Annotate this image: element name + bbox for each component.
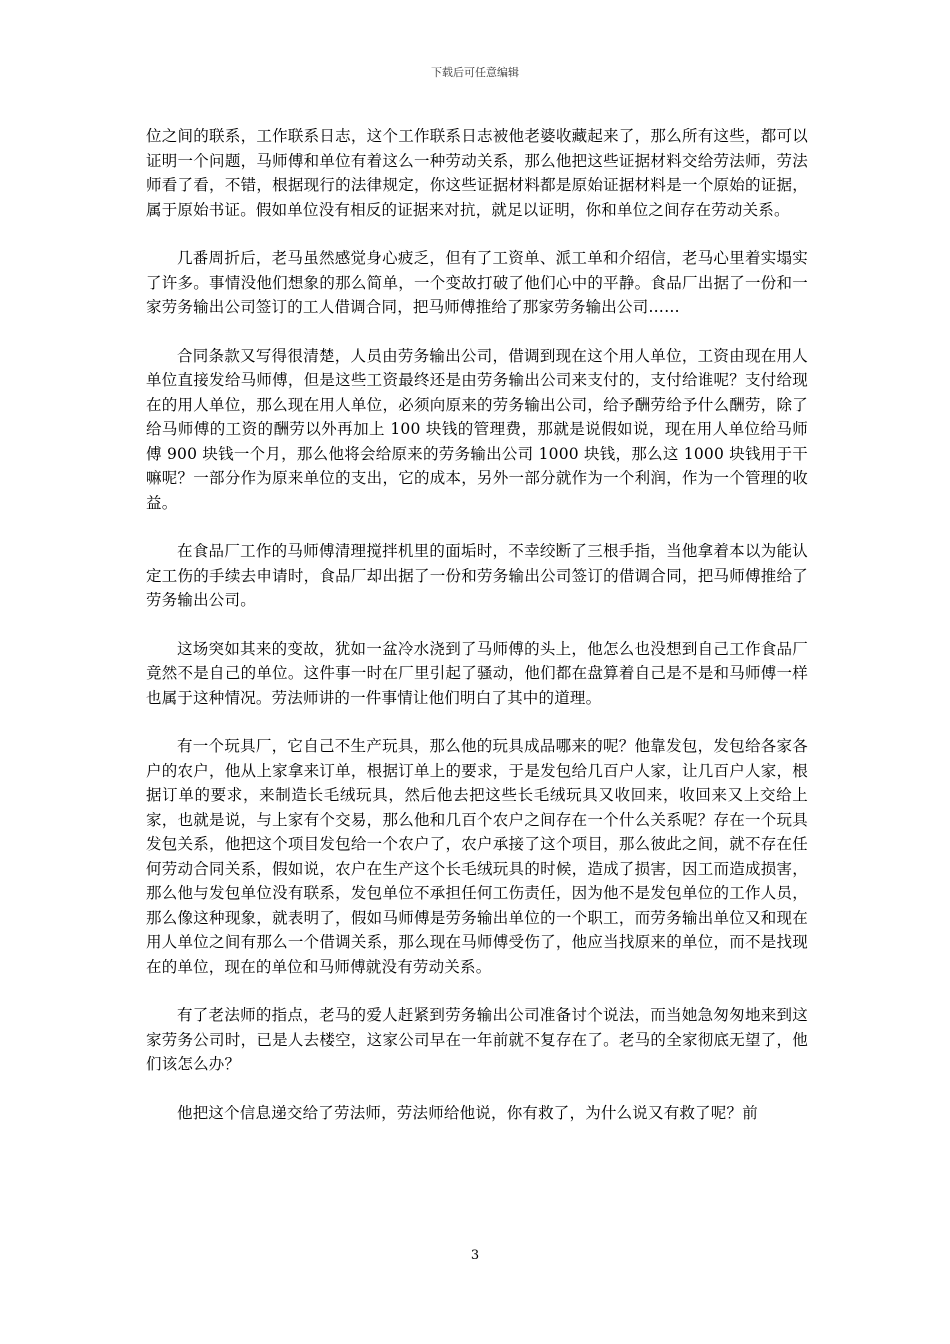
paragraph: 这场突如其来的变故，犹如一盆冷水浇到了马师傅的头上，他怎么也没想到自己工作食品厂竟然不是自己的单位。这件事一时在厂里引起了骚动，他们都在盘算着自己是不是和马师傅一样也属于这种情况。劳法师讲的一件事情让他们明白了其中的道理。	[146, 639, 808, 707]
paragraph: 有一个玩具厂，它自己不生产玩具，那么他的玩具成品哪来的呢？他靠发包，发包给各家各户的农户，他从上家拿来订单，根据订单上的要求，于是发包给几百户人家，让几百户人家，根据订单的要求，来制造长毛绒玩具，然后他去把这些长毛绒玩具又收回来，收回来又上交给上家，也就是说，与上家有个交易，那么他和几百个农户之间存在一个什么关系呢？存在一个玩具发包关系，他把这个项目发包给一个农户了，农户承接了这个项目，那么彼此之间，就不存在任何劳动合同关系，假如说，农户在生产这个长毛绒玩具的时候，造成了损害，因工而造成损害，那么他与发包单位没有联系，发包单位不承担任何工伤责任，因为他不是发包单位的工作人员，那么像这种现象，就表明了，假如马师傅是劳务输出单位的一个职工，而劳务输出单位又和现在用人单位之间有那么一个借调关系，那么现在马师傅受伤了，他应当找原来的单位，而不是找现在的单位，现在的单位和马师傅就没有劳动关系。	[146, 737, 808, 976]
page-number: 3	[470, 1248, 480, 1263]
paragraph: 几番周折后，老马虽然感觉身心疲乏，但有了工资单、派工单和介绍信，老马心里着实塌实了许多。事情没他们想象的那么简单，一个变故打破了他们心中的平静。食品厂出据了一份和一家劳务输出公司签订的工人借调合同，把马师傅推给了那家劳务输出公司……	[146, 249, 808, 316]
paragraph: 有了老法师的指点，老马的爱人赶紧到劳务输出公司准备讨个说法，而当她急匆匆地来到这家劳务公司时，已是人去楼空，这家公司早在一年前就不复存在了。老马的全家彻底无望了，他们该怎么办？	[146, 1006, 808, 1073]
paragraph: 他把这个信息递交给了劳法师，劳法师给他说，你有救了，为什么说又有救了呢？前	[177, 1103, 758, 1122]
document-body	[146, 124, 808, 1149]
paragraph: 合同条款又写得很清楚，人员由劳务输出公司，借调到现在这个用人单位，工资由现在用人单位直接发给马师傅，但是这些工资最终还是由劳务输出公司来支付的，支付给谁呢？支付给现在的用人单位，那么现在用人单位，必须向原来的劳务输出公司，给予酬劳给予什么酬劳，除了给马师傅的工资的酬劳以外再加上 100 块钱的管理费，那就是说假如说，现在用人单位给马师傅 900 块钱一个月，那么他将会给原来的劳务输出公司 1000 块钱，那么这 1000 块钱用于干嘛呢？一部分作为原来单位的支出，它的成本，另外一部分就作为一个利润，作为一个管理的收益。	[146, 346, 808, 512]
paragraph: 位之间的联系，工作联系日志，这个工作联系日志被他老婆收藏起来了，那么所有这些，都可以证明一个问题，马师傅和单位有着这么一种劳动关系，那么他把这些证据材料交给劳法师，劳法师看了看，不错，根据现行的法律规定，你这些证据材料都是原始证据材料是一个原始的证据，属于原始书证。假如单位没有相反的证据来对抗，就足以证明，你和单位之间存在劳动关系。	[146, 127, 808, 219]
paragraph: 在食品厂工作的马师傅清理搅拌机里的面垢时，不幸绞断了三根手指，当他拿着本以为能认定工伤的手续去申请时，食品厂却出据了一份和劳务输出公司签订的借调合同，把马师傅推给了劳务输出公司。	[146, 542, 808, 609]
page-header: 下载后可任意编辑	[431, 66, 519, 79]
